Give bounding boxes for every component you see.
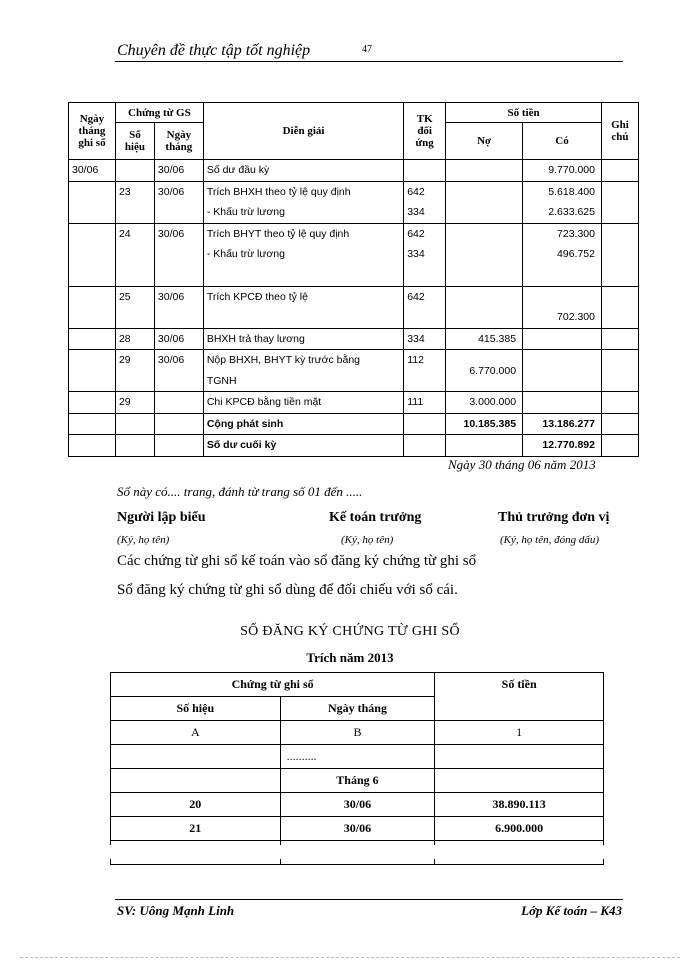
- signature-preparer: Người lập biểu: [117, 510, 206, 525]
- signature-preparer-sub: (Ký, họ tên): [117, 534, 170, 546]
- col-voucher: Chứng từ GS: [115, 103, 203, 123]
- table-row: 29 Chi KPCĐ bằng tiền mặt 111 3.000.000: [69, 392, 639, 414]
- signature-director-sub: (Ký, họ tên, đóng dấu): [500, 534, 599, 546]
- total-row: Cộng phát sinh 10.185.385 13.186.277: [69, 413, 639, 435]
- col-debit: Nợ: [446, 123, 523, 160]
- footer-divider: [115, 899, 623, 900]
- paragraph-1: Các chứng từ ghi sổ kế toán vào sổ đăng ký chứng từ ghi sổ: [117, 553, 477, 569]
- ledger-table: [68, 102, 639, 457]
- table-row: 28 30/06 BHXH trả thay lương 334 415.385: [69, 328, 639, 350]
- signature-accountant-sub: (Ký, họ tên): [341, 534, 394, 546]
- register-table: [110, 672, 604, 865]
- month-row: Tháng 6: [111, 769, 604, 793]
- col-voucher-date: Ngày tháng: [154, 123, 203, 160]
- table-row: 29 30/06 Nộp BHXH, BHYT kỳ trước bằng TGNH 112 6.770.000: [69, 350, 639, 392]
- header-title: Chuyên đề thực tập tốt nghiệp: [117, 42, 311, 59]
- col-record-date: Ngày tháng ghi sổ: [69, 103, 116, 160]
- table-row: 20 30/06 38.890.113: [111, 793, 604, 817]
- dots-row: ..........: [111, 745, 604, 769]
- col-number: Số hiệu: [111, 697, 281, 721]
- col-voucher-no: Số hiệu: [115, 123, 154, 160]
- col-credit: Có: [523, 123, 602, 160]
- col-date: Ngày tháng: [280, 697, 435, 721]
- col-voucher-group: Chứng từ ghi sổ: [111, 673, 435, 697]
- table-row: 21 30/06 6.900.000: [111, 817, 604, 841]
- page-cut: [109, 845, 606, 859]
- col-note: Ghi chú: [601, 103, 638, 160]
- page-edge: [20, 957, 680, 958]
- page-number: 47: [362, 44, 372, 55]
- col-description: Diễn giải: [203, 103, 403, 160]
- signature-accountant: Kế toán trưởng: [329, 510, 422, 525]
- signature-director: Thủ trưởng đơn vị: [498, 510, 610, 525]
- date-line: Ngày 30 tháng 06 năm 2013: [448, 457, 596, 472]
- header-divider: [115, 61, 623, 62]
- col-amount: Số tiền: [446, 103, 602, 123]
- closing-balance-row: Số dư cuối kỳ 12.770.892: [69, 435, 639, 457]
- register-title: SỔ ĐĂNG KÝ CHỨNG TỪ GHI SỔ: [240, 624, 460, 639]
- table-row: 30/06 30/06 Số dư đầu kỳ 9.770.000: [69, 160, 639, 182]
- paragraph-2: Sổ đăng ký chứng từ ghi sổ dùng để đối chiếu với sổ cái.: [117, 582, 458, 598]
- col-amount: Số tiền: [435, 673, 604, 721]
- table-row: 25 30/06 Trích KPCĐ theo tỷ lệ 642 702.300: [69, 286, 639, 328]
- table-row: 24 30/06 Trích BHYT theo tỷ lệ quy định - Khấu trừ lương 642 334 723.300 496.752: [69, 223, 639, 286]
- book-note: Sổ này có.... trang, đánh từ trang số 01 đến .....: [117, 484, 363, 499]
- register-subtitle: Trích năm 2013: [306, 650, 394, 665]
- col-account: TK đối ứng: [404, 103, 446, 160]
- footer-class: Lớp Kế toán – K43: [521, 903, 622, 918]
- table-row: 23 30/06 Trích BHXH theo tỷ lệ quy định - Khấu trừ lương 642 334 5.618.400 2.633.625: [69, 181, 639, 223]
- letter-row: A B 1: [111, 721, 604, 745]
- footer-student: SV: Uông Mạnh Linh: [117, 903, 235, 918]
